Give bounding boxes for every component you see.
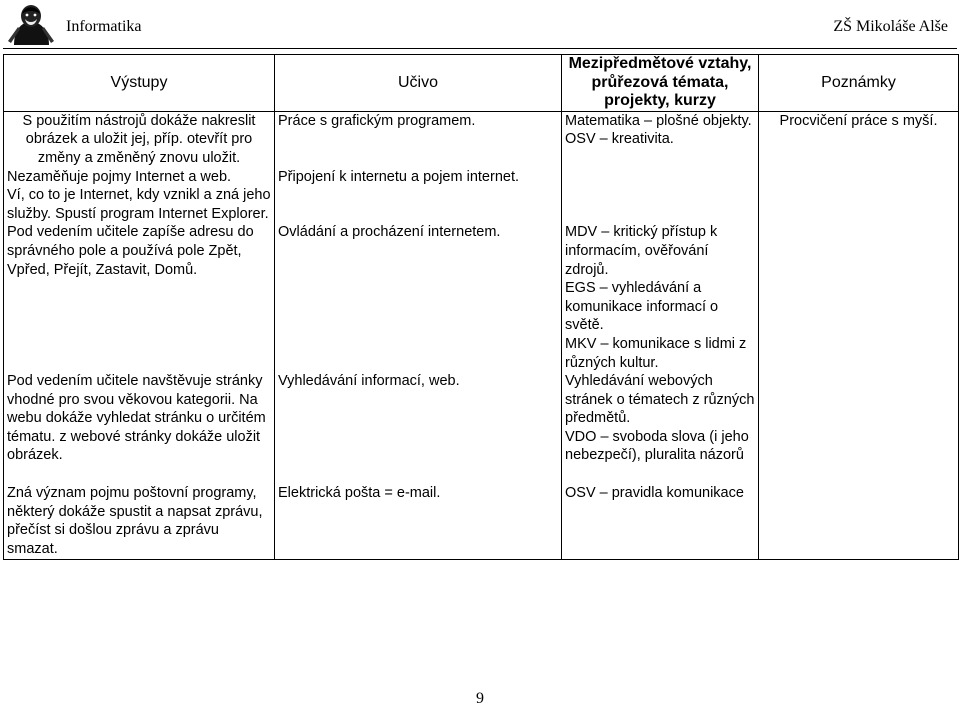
topic-cell: Připojení k internetu a pojem internet. bbox=[275, 168, 562, 224]
topic-cell: Ovládání a procházení internetem. bbox=[275, 223, 562, 372]
table-row bbox=[4, 111, 959, 167]
relations-cell: Matematika – plošné objekty. OSV – kreativita. bbox=[562, 111, 759, 167]
col-header-notes: Poznámky bbox=[759, 55, 959, 112]
page-header bbox=[0, 0, 960, 50]
curriculum-table bbox=[3, 54, 959, 560]
col-header-relations: Mezipředmětové vztahy, průřezová témata, projekty, kurzy bbox=[562, 55, 759, 112]
relations-cell: OSV – pravidla komunikace bbox=[562, 484, 759, 560]
relations-cell bbox=[562, 168, 759, 224]
table-header-row bbox=[4, 55, 959, 112]
outputs-cell: Zná význam pojmu poštovní programy, některý dokáže spustit a napsat zprávu, přečíst si došlou zprávu a zprávu smazat. bbox=[4, 484, 275, 560]
school-name: ZŠ Mikoláše Alše bbox=[833, 18, 948, 35]
school-logo-icon bbox=[6, 1, 57, 47]
subject-title: Informatika bbox=[66, 18, 142, 35]
relations-cell: Vyhledávání webových stránek o tématech z různých předmětů. VDO – svoboda slova (i jeho nebezpečí), pluralita názorů bbox=[562, 372, 759, 484]
col-header-outputs: Výstupy bbox=[4, 55, 275, 112]
outputs-cell: S použitím nástrojů dokáže nakreslit obrázek a uložit jej, příp. otevřít pro změny a změněný znovu uložit. bbox=[4, 111, 275, 167]
outputs-cell: Pod vedením učitele navštěvuje stránky vhodné pro svou věkovou kategorii. Na webu dokáže vyhledat stránku o určitém tématu. z webové stránky dokáže uložit obrázek. bbox=[4, 372, 275, 484]
relations-cell: MDV – kritický přístup k informacím, ověřování zdrojů. EGS – vyhledávání a komunikace informací o světě. MKV – komunikace s lidmi z různých kultur. bbox=[562, 223, 759, 372]
header-rule bbox=[3, 48, 957, 49]
outputs-cell: Nezaměňuje pojmy Internet a web. Ví, co to je Internet, kdy vznikl a zná jeho služby. Spustí program Internet Explorer. bbox=[4, 168, 275, 224]
col-header-topic: Učivo bbox=[275, 55, 562, 112]
topic-cell: Práce s grafickým programem. bbox=[275, 111, 562, 167]
page-number: 9 bbox=[476, 690, 484, 707]
topic-cell: Elektrická pošta = e-mail. bbox=[275, 484, 562, 560]
outputs-cell: Pod vedením učitele zapíše adresu do správného pole a používá pole Zpět, Vpřed, Přejít, Zastavit, Domů. bbox=[4, 223, 275, 372]
notes-cell: Procvičení práce s myší. bbox=[759, 111, 959, 560]
topic-cell: Vyhledávání informací, web. bbox=[275, 372, 562, 484]
